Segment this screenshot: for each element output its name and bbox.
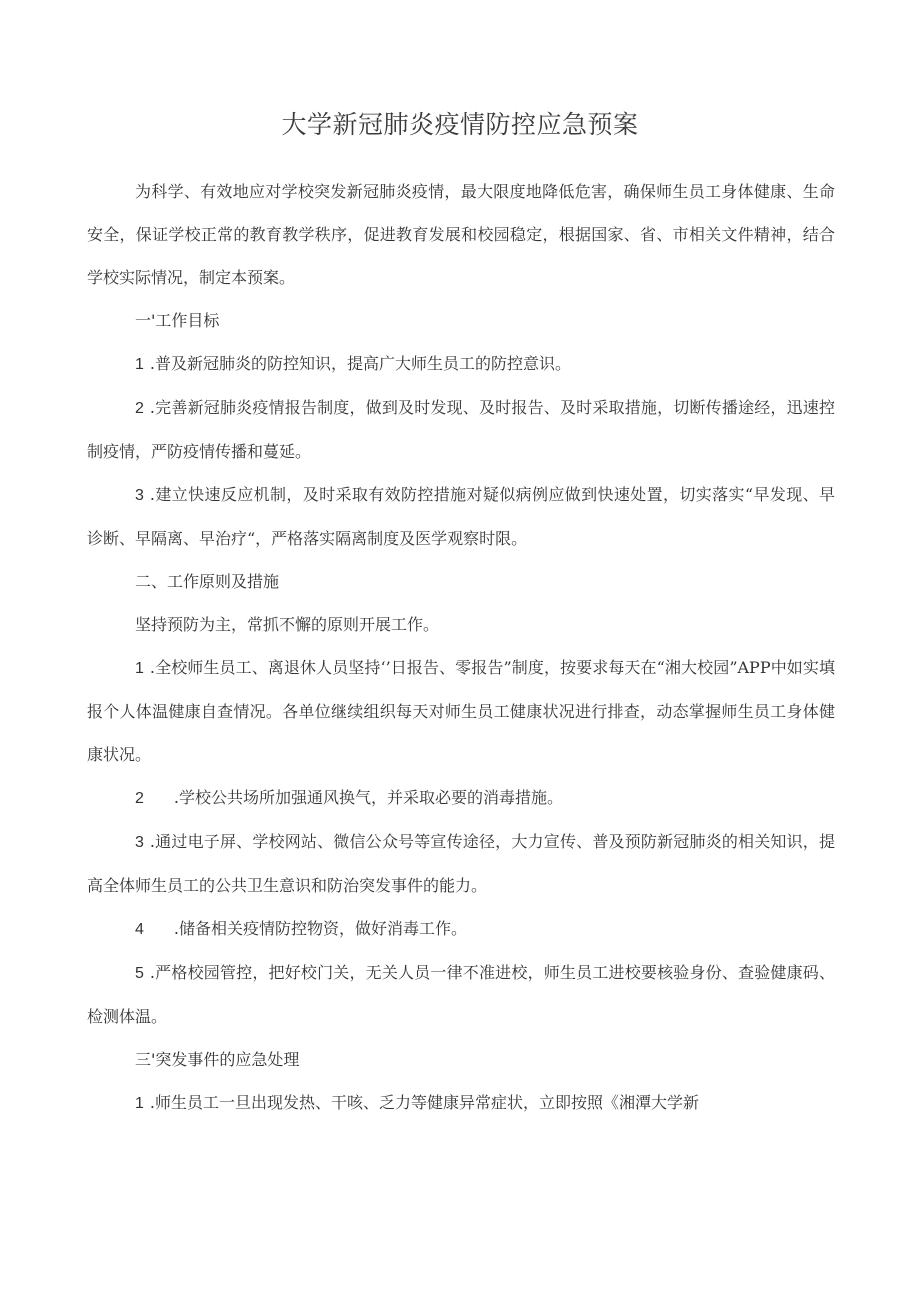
- list-item: [87, 776, 835, 820]
- item-text: .严格校园管控，把好校门关，无关人员一律不准进校，师生员工进校要核验身份、查验健康码、检测体温。: [87, 963, 835, 1026]
- intro-paragraph: 为科学、有效地应对学校突发新冠肺炎疫情，最大限度地降低危害，确保师生员工身体健康、生命安全，保证学校正常的教育教学秩序，促进教育发展和校园稳定，根据国家、省、市相关文件精神，结合学校实际情况，制定本预案。: [87, 182, 835, 287]
- item-text: .建立快速反应机制，及时采取有效防控措施对疑似病例应做到快速处置，切实落实“早发现、早诊断、早隔离、早治疗“，严格落实隔离制度及医学观察时限。: [87, 485, 835, 548]
- item-text: .通过电子屏、学校网站、微信公众号等宣传途径，大力宣传、普及预防新冠肺炎的相关知识，提高全体师生员工的公共卫生意识和防治突发事件的能力。: [87, 832, 835, 895]
- list-item: [87, 1081, 835, 1125]
- item-number: 1: [135, 1095, 144, 1112]
- item-text: .完善新冠肺炎疫情报告制度，做到及时发现、及时报告、及时采取措施，切断传播途经，迅速控制疫情，严防疫情传播和蔓延。: [87, 398, 835, 461]
- list-item: [87, 473, 835, 560]
- section-lead-paragraph: 坚持预防为主，常抓不懈的原则开展工作。: [135, 615, 440, 634]
- list-item: [87, 342, 835, 386]
- document-body: [87, 170, 835, 1125]
- item-text: .学校公共场所加强通风换气，并采取必要的消毒措施。: [173, 788, 563, 807]
- list-item: [87, 951, 835, 1038]
- list-item: [87, 646, 835, 776]
- item-text: .普及新冠肺炎的防控知识，提高广大师生员工的防控意识。: [149, 354, 571, 373]
- item-number: 2: [135, 790, 144, 807]
- document-title: 大学新冠肺炎疫情防控应急预案: [281, 110, 639, 139]
- list-item: [87, 907, 835, 951]
- item-number: 3: [135, 834, 144, 851]
- section-heading-emergency: 三'突发事件的应急处理: [135, 1050, 300, 1069]
- item-number: 1: [135, 356, 144, 373]
- item-number: 5: [135, 965, 144, 982]
- section-heading-goals: 一'工作目标: [135, 311, 220, 330]
- list-item: [87, 386, 835, 473]
- item-text: .储备相关疫情防控物资，做好消毒工作。: [173, 919, 467, 938]
- item-number: 1: [135, 660, 144, 677]
- list-item: [87, 820, 835, 907]
- item-text: .师生员工一旦出现发热、干咳、乏力等健康异常症状，立即按照《湘潭大学新: [149, 1093, 699, 1112]
- item-number: 2: [135, 400, 144, 417]
- item-text: .全校师生员工、离退休人员坚持‘’日报告、零报告”制度，按要求每天在“湘大校园”APP中如实填报个人体温健康自查情况。各单位继续组织每天对师生员工健康状况进行排查，动态掌握师生员工身体健康状况。: [87, 658, 835, 764]
- item-number: 3: [135, 487, 144, 504]
- item-number: 4: [135, 921, 144, 938]
- section-heading-principles: 二、工作原则及措施: [135, 572, 280, 591]
